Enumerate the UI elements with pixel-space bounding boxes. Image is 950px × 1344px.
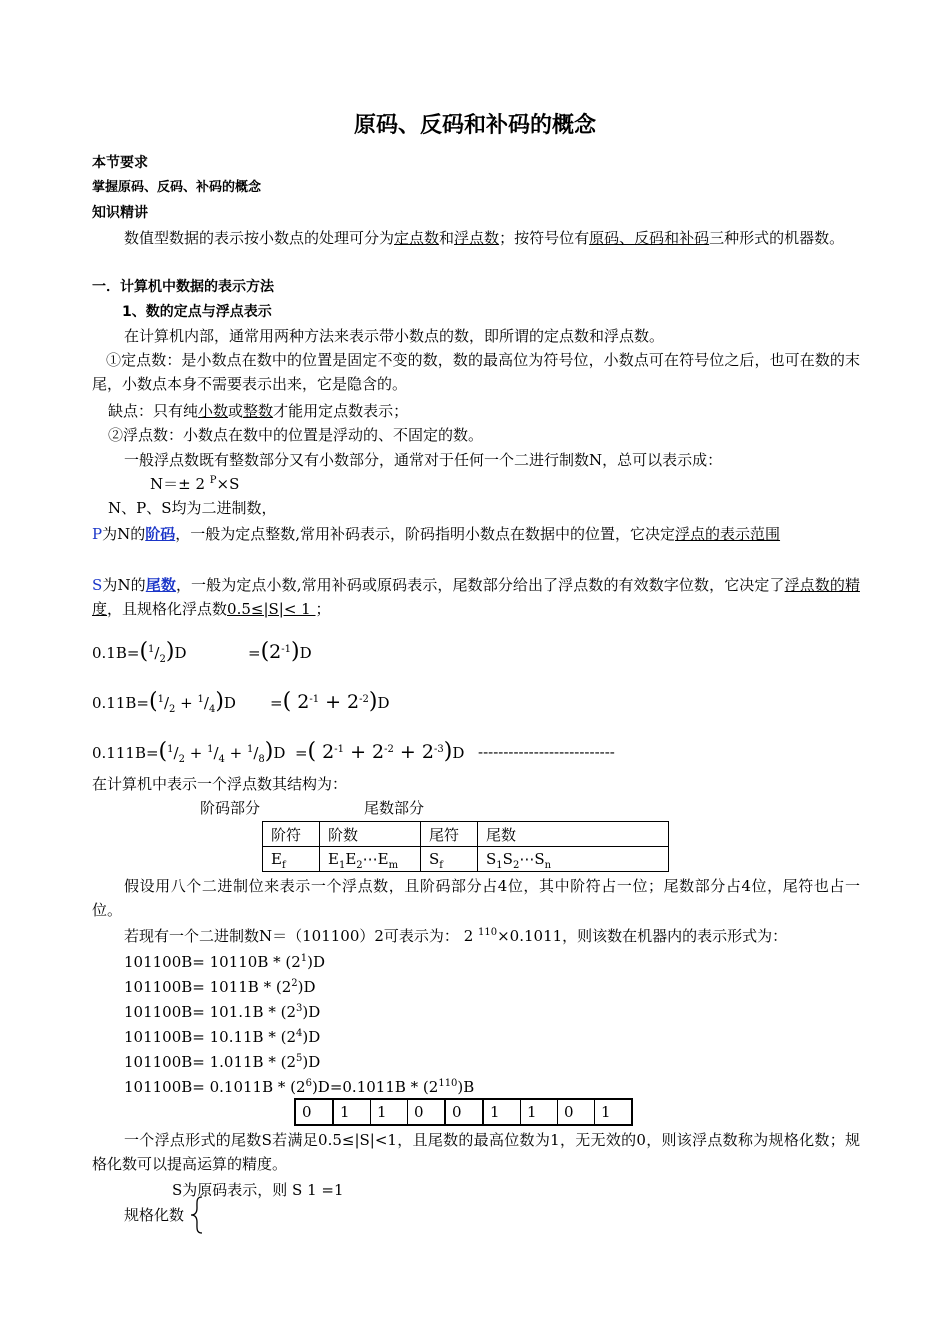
bit-cell: 0: [408, 1099, 446, 1125]
conversion-row-6: $101100B= 0.1011B * (2^6)D=0.1011B * (2^{110})B$: [124, 1078, 475, 1096]
bit-cell: 1: [521, 1099, 558, 1125]
table-cell: 尾数: [478, 822, 669, 847]
heading-1: 一．计算机中数据的表示方法: [92, 279, 274, 295]
table-cell: 尾符: [421, 822, 478, 847]
paragraph-normalized: 一个浮点形式的尾数S若满足0.5≤|S|<1，且尾数的最高位数为1，无无效的0，则该浮点数称为规格化数；规格化数可以提高运算的精度。: [92, 1131, 860, 1173]
table-cell: $S_1S_2\cdots S_n$: [478, 847, 669, 872]
table-row: [295, 1099, 632, 1125]
label-mantissa-part: 尾数部分: [364, 799, 425, 817]
table-cell: 阶数: [320, 822, 421, 847]
table-cell: $E_1E_2\cdots E_m$: [320, 847, 421, 872]
curly-brace-icon: [190, 1196, 204, 1234]
paragraph-s-sign: S为原码表示，则 S 1 =1: [172, 1181, 344, 1199]
equation-1: $0.1B=(^1/_2)D$: [92, 639, 187, 665]
knowledge-heading: 知识精讲: [92, 205, 148, 221]
label-exponent-part: 阶码部分: [200, 799, 261, 817]
conversion-row-2: $101100B= 1011B * (2^2)D$: [124, 978, 316, 996]
conversion-row-5: $101100B= 1.011B * (2^5)D$: [124, 1053, 321, 1071]
paragraph-defect: 缺点：只有纯小数或整数才能用定点数表示；: [108, 402, 409, 420]
paragraph-mantissa: S为N的尾数，一般为定点小数,常用补码或原码表示，尾数部分给出了浮点数的有效数字位数，它决定了浮点数的精度，且规格化浮点数0.5≤|S|< 1 ；: [92, 576, 860, 618]
conversion-row-1: $101100B= 10110B * (2^1)D$: [124, 953, 326, 971]
paragraph-floating-point: ②浮点数：小数点在数中的位置是浮动的、不固定的数。: [108, 426, 484, 444]
bit-cell: 1: [483, 1099, 521, 1125]
paragraph-now: 若现有一个二进制数N＝（101100）2可表示为： 2 $^{110}$×0.1011，则该数在机器内的表示形式为：: [124, 927, 788, 945]
table-cell: $S_f$: [421, 847, 478, 872]
bit-cell: 0: [558, 1099, 595, 1125]
equation-3: $0.111B=(^1/_2 + ^1/_4 + ^1/_8)D$ =( $2^{-1} + 2^{-2} + 2^{-3})D$: [92, 739, 465, 765]
equation-1-rhs: $=(2^{-1})D$: [248, 639, 312, 664]
paragraph-nps: N、P、S均为二进制数，: [108, 499, 277, 517]
equation-2-rhs: =( $2^{-1} + 2^{-2})D$: [270, 689, 390, 714]
paragraph-assume: 假设用八个二进制位来表示一个浮点数，且阶码部分占4位，其中阶符占一位；尾数部分占4位，尾符也占一位。: [92, 877, 860, 919]
paragraph-exponent: P为N的阶码，一般为定点整数,常用补码表示，阶码指明小数点在数据中的位置，它决定浮点的表示范围: [92, 525, 781, 543]
intro-paragraph: 数值型数据的表示按小数点的处理可分为定点数和浮点数；按符号位有原码、反码和补码三种形式的机器数。: [124, 229, 845, 247]
heading-2: 1、数的定点与浮点表示: [122, 304, 272, 320]
table-row: [263, 822, 669, 847]
bit-cell: 0: [295, 1099, 333, 1125]
label-normalized-number: 规格化数: [124, 1206, 185, 1224]
bit-storage-table: [294, 1098, 633, 1126]
formula-n: N＝± 2 $^P$×S: [150, 475, 240, 493]
paragraph-inside: 在计算机内部，通常用两种方法来表示带小数点的数，即所谓的定点数和浮点数。: [124, 327, 665, 345]
table-row: [263, 847, 669, 872]
page-title: 原码、反码和补码的概念: [353, 113, 596, 138]
section-requirement-heading: 本节要求: [92, 155, 148, 171]
bit-cell: 1: [333, 1099, 371, 1125]
conversion-row-3: $101100B= 101.1B * (2^3)D$: [124, 1003, 321, 1021]
paragraph-general: 一般浮点数既有整数部分又有小数部分，通常对于任何一个二进行制数N，总可以表示成：: [124, 451, 723, 469]
bit-cell: 1: [601, 1103, 611, 1121]
paragraph-fixed-point: ①定点数：是小数点在数中的位置是固定不变的数，数的最高位为符号位，小数点可在符号位之后，也可在数的末尾，小数点本身不需要表示出来，它是隐含的。: [92, 351, 860, 393]
equation-2: $0.11B=(^1/_2 + ^1/_4)D$: [92, 689, 236, 715]
table-cell: $E_f$: [263, 847, 320, 872]
float-format-table: [262, 821, 669, 872]
conversion-row-4: $101100B= 10.11B * (2^4)D$: [124, 1028, 321, 1046]
paragraph-structure: 在计算机中表示一个浮点数其结构为：: [92, 775, 348, 793]
equation-3-dashes: ---------------------------: [478, 743, 615, 761]
table-cell: 阶符: [263, 822, 320, 847]
bit-cell: 0: [445, 1099, 483, 1125]
requirement-text: 掌握原码、反码、补码的概念: [92, 180, 262, 195]
bit-cell: 1: [371, 1099, 408, 1125]
